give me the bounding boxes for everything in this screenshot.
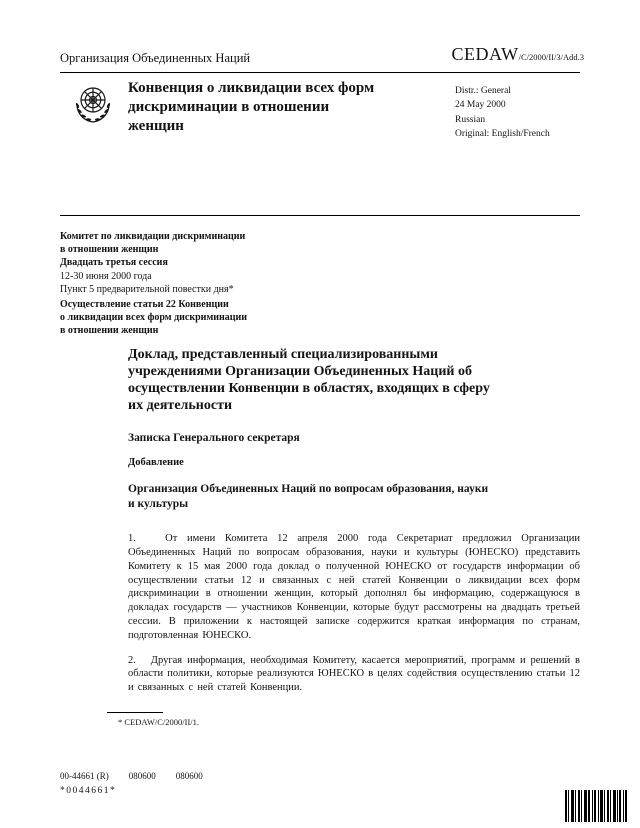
agenda-subject-line3: в отношении женщин	[60, 325, 159, 337]
session-dates: 12-30 июня 2000 года	[60, 270, 152, 282]
barcode-text: *0044661*	[60, 786, 117, 796]
note-subtitle: Записка Генерального секретаря	[128, 432, 300, 445]
header-divider	[60, 72, 580, 73]
agenda-subject-line2: о ликвидации всех форм дискриминации	[60, 312, 248, 324]
masthead-divider	[60, 215, 580, 216]
footer-job-line	[60, 771, 223, 781]
distribution-block	[455, 84, 550, 141]
addendum-label: Добавление	[128, 457, 184, 469]
committee-name-line1: Комитет по ликвидации дискриминации	[60, 231, 246, 242]
paragraph-2: 2. Другая информация, необходимая Комитету, касается мероприятий, программ и решений в области политики, которые реализуются ЮНЕСКО в целях содействия осуществлению статьи 12 и связанных с ней статей Конвенции.	[128, 654, 580, 694]
section-heading: Организация Объединенных Наций по вопросам образования, науки и культуры	[128, 483, 489, 511]
committee-block	[60, 231, 247, 339]
org-name: Организация Объединенных Наций	[60, 51, 251, 65]
distr-line: Distr.: General	[455, 86, 511, 96]
document-symbol-series: CEDAW	[451, 44, 519, 64]
footnote-rule	[107, 712, 163, 713]
agenda-item: Пункт 5 предварительной повестки дня*	[60, 283, 234, 295]
language-line: Russian	[455, 114, 486, 125]
job-number: 00-44661 (R)	[60, 771, 109, 781]
date-line: 24 May 2000	[455, 100, 506, 111]
footer-date-1: 080600	[128, 771, 156, 781]
main-content	[128, 346, 580, 695]
document-symbol-number: /C/2000/II/3/Add.3	[518, 52, 584, 62]
agenda-subject-line1: Осуществление статьи 22 Конвенции	[60, 298, 229, 310]
footer-date-2: 080600	[175, 771, 203, 781]
paragraph-1: 1. От имени Комитета 12 апреля 2000 года Секретариат предложил Организации Объединенных Наций по вопросам образования, науки и культуры (ЮНЕСКО) представить Комитету к 15 мая 2000 года доклад о полученной ЮНЕСКО от государств информации об осуществлении статьи 12 и связанных с ней статей Конвенции о ликвидации всех форм дискриминации в отношении женщин, который дополнял бы информацию, содержащуюся в докладах государств — участников Конвенции, которые будут рассмотрены на двадцать третьей сессии. В приложении к настоящей записке содержится краткая информация по странам, подготовленная ЮНЕСКО.	[128, 533, 580, 641]
footnote-text: * CEDAW/C/2000/II/1.	[118, 717, 200, 727]
un-emblem-icon	[68, 79, 118, 133]
document-symbol	[452, 44, 584, 65]
committee-name-line2: в отношении женщин	[60, 244, 159, 256]
session-title: Двадцать третья сессия	[60, 257, 168, 269]
original-line: Original: English/French	[455, 128, 550, 139]
convention-title: Конвенция о ликвидации всех форм дискриминации в отношении женщин	[128, 80, 375, 135]
barcode	[565, 790, 627, 827]
report-title: Доклад, представленный специализированными учреждениями Организации Объединенных Наций об осуществлении Конвенции в областях, входящих в сферу их деятельности	[128, 347, 490, 414]
